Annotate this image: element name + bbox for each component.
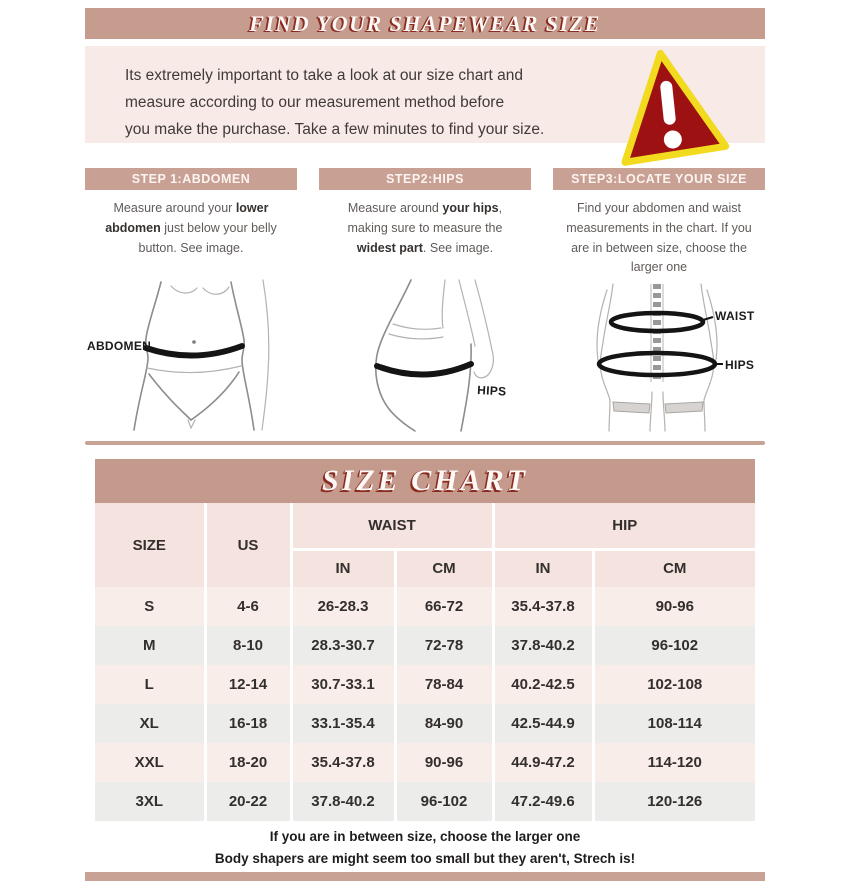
size-chart-table-wrap: [95, 503, 755, 821]
table-group-header-row: [95, 503, 755, 549]
cell-us: 12-14: [205, 665, 291, 704]
cell-hip-cm: 120-126: [593, 782, 755, 821]
cell-hip-cm: 96-102: [593, 626, 755, 665]
cell-hip-cm: 102-108: [593, 665, 755, 704]
cell-hip-in: 40.2-42.5: [493, 665, 593, 704]
cell-waist-cm: 72-78: [395, 626, 493, 665]
col-header-hip: HIP: [493, 503, 755, 549]
figures-row: [85, 280, 765, 432]
cell-hip-in: 44.9-47.2: [493, 743, 593, 782]
cell-size: M: [95, 626, 205, 665]
intro-panel: [85, 46, 765, 143]
waist-figure-label: WAIST: [715, 309, 755, 323]
footer-notes: [85, 828, 765, 867]
cell-waist-in: 37.8-40.2: [291, 782, 395, 821]
cell-waist-cm: 66-72: [395, 587, 493, 626]
cell-waist-cm: 90-96: [395, 743, 493, 782]
abdomen-measure-figure: [85, 280, 297, 432]
table-row-xxl: [95, 743, 755, 782]
cell-waist-cm: 84-90: [395, 704, 493, 743]
cell-us: 18-20: [205, 743, 291, 782]
step-2-description: Measure around your hips, making sure to measure the widest part. See image.: [347, 201, 503, 255]
cell-size: L: [95, 665, 205, 704]
col-header-hip-cm: CM: [593, 549, 755, 587]
cell-size: XL: [95, 704, 205, 743]
cell-hip-cm: 114-120: [593, 743, 755, 782]
cell-waist-in: 26-28.3: [291, 587, 395, 626]
cell-us: 4-6: [205, 587, 291, 626]
size-chart-title-bar: [95, 459, 755, 503]
col-header-waist: WAIST: [291, 503, 493, 549]
intro-line-1: Its extremely important to take a look at our size chart and: [125, 67, 524, 84]
intro-line-3: you make the purchase. Take a few minutes to find your size.: [125, 120, 545, 138]
size-chart-table: [95, 503, 755, 821]
hips-figure-label-2: HIPS: [725, 358, 755, 372]
locate-size-figure: [553, 280, 765, 432]
step-2-header-bar: [319, 168, 531, 190]
cell-size: S: [95, 587, 205, 626]
step-1-description: Measure around your lower abdomen just below your belly button. See image.: [105, 201, 277, 255]
abdomen-figure-label: ABDOMEN: [87, 339, 152, 353]
cell-waist-in: 30.7-33.1: [291, 665, 395, 704]
col-header-waist-in: IN: [291, 549, 395, 587]
cell-waist-cm: 96-102: [395, 782, 493, 821]
steps-row: [85, 168, 765, 278]
cell-hip-in: 47.2-49.6: [493, 782, 593, 821]
cell-hip-in: 42.5-44.9: [493, 704, 593, 743]
bottom-accent-bar: [85, 872, 765, 881]
section-divider: [85, 441, 765, 445]
col-header-size: SIZE: [95, 503, 205, 587]
cell-waist-in: 33.1-35.4: [291, 704, 395, 743]
page-title: FIND YOUR SHAPEWEAR SIZE: [249, 10, 601, 36]
intro-line-2: measure according to our measurement method before: [125, 93, 505, 111]
cell-hip-cm: 90-96: [593, 587, 755, 626]
step-2-hips: [319, 168, 531, 278]
cell-size: 3XL: [95, 782, 205, 821]
step-1-title: STEP 1:ABDOMEN: [131, 172, 251, 186]
step-3-description: Find your abdomen and waist measurements in the chart. If you are in between size, choose the larger one: [566, 201, 752, 275]
cell-waist-in: 35.4-37.8: [291, 743, 395, 782]
table-row-s: [95, 587, 755, 626]
step-1-abdomen: [85, 168, 297, 278]
cell-hip-in: 35.4-37.8: [493, 587, 593, 626]
cell-hip-in: 37.8-40.2: [493, 626, 593, 665]
cell-waist-in: 28.3-30.7: [291, 626, 395, 665]
col-header-hip-in: IN: [493, 549, 593, 587]
size-chart-title: SIZE CHART: [322, 464, 528, 497]
table-row-l: [95, 665, 755, 704]
step-2-title: STEP2:HIPS: [386, 172, 464, 186]
footer-note-1: If you are in between size, choose the larger one: [269, 829, 581, 844]
footer-note-2: Body shapers are might seem too small but they aren't, Strech is!: [214, 851, 636, 866]
col-header-waist-cm: CM: [395, 549, 493, 587]
content: [85, 8, 765, 881]
col-header-us: US: [205, 503, 291, 587]
table-row-m: [95, 626, 755, 665]
warning-triangle-icon: [607, 43, 727, 173]
cell-size: XXL: [95, 743, 205, 782]
cell-us: 20-22: [205, 782, 291, 821]
step-3-title: STEP3:LOCATE YOUR SIZE: [571, 172, 747, 186]
cell-us: 16-18: [205, 704, 291, 743]
size-guide-page: [0, 8, 850, 866]
cell-us: 8-10: [205, 626, 291, 665]
table-row-3xl: [95, 782, 755, 821]
step-1-header-bar: [85, 168, 297, 190]
cell-waist-cm: 78-84: [395, 665, 493, 704]
step-3-locate-size: [553, 168, 765, 278]
header-title-bar: [85, 8, 765, 39]
cell-hip-cm: 108-114: [593, 704, 755, 743]
hips-figure-label: HIPS: [476, 383, 507, 399]
table-row-xl: [95, 704, 755, 743]
hips-measure-figure: [319, 280, 531, 432]
